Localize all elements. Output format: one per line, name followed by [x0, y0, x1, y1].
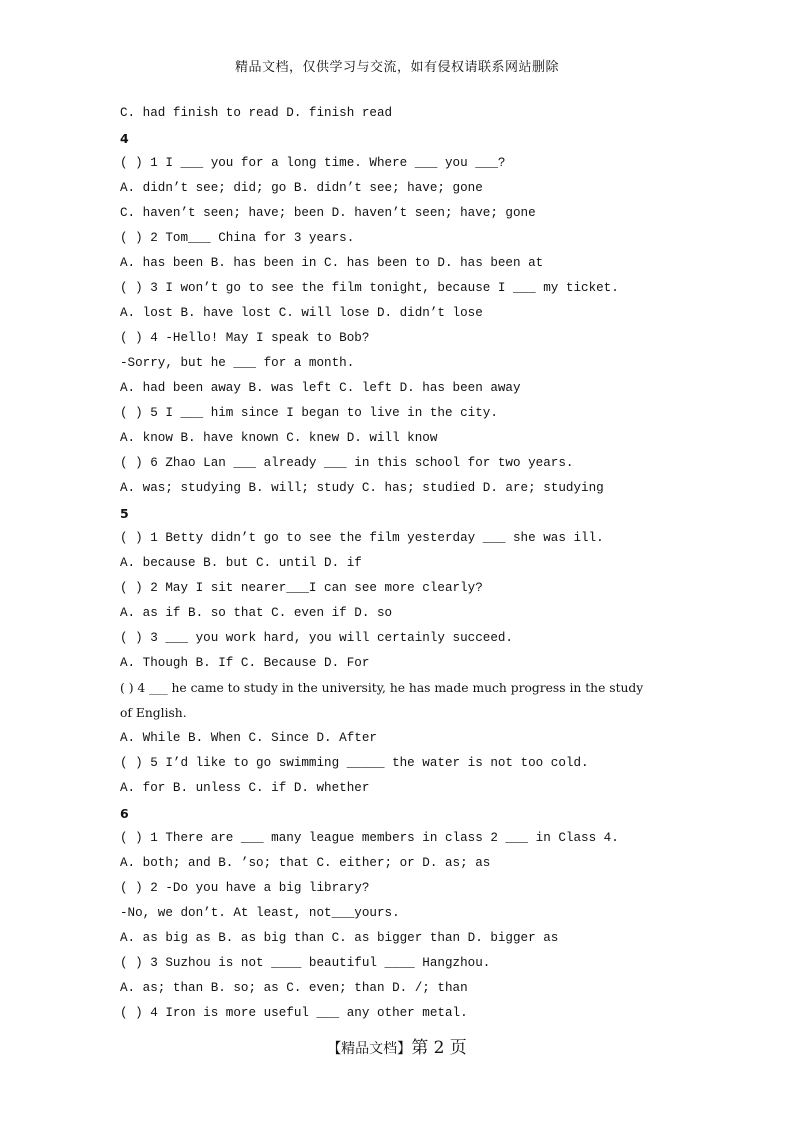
text-line: C. haven’t seen; have; been D. haven’t seen; have; gone	[120, 206, 536, 220]
section-number: 5	[120, 506, 129, 521]
text-line: ( ) 5 I’d like to go swimming _____ the water is not too cold.	[120, 756, 589, 770]
text-line: ( ) 2 -Do you have a big library?	[120, 881, 370, 895]
text-line: of English.	[120, 706, 187, 720]
text-line: A. both; and B. ’so; that C. either; or D. as; as	[120, 856, 491, 870]
text-line: -Sorry, but he ___ for a month.	[120, 356, 355, 370]
text-line: ( ) 4 -Hello! May I speak to Bob?	[120, 331, 370, 345]
text-line: ( ) 2 Tom___ China for 3 years.	[120, 231, 355, 245]
text-line: ( ) 4 ___ he came to study in the university, he has made much progress in the study	[120, 681, 644, 695]
text-line: A. as; than B. so; as C. even; than D. /; than	[120, 981, 468, 995]
text-line: -No, we don’t. At least, not___yours.	[120, 906, 400, 920]
text-line: C. had finish to read D. finish read	[120, 106, 393, 120]
text-line: ( ) 2 May I sit nearer___I can see more clearly?	[120, 581, 483, 595]
text-line: A. as big as B. as big than C. as bigger than D. bigger as	[120, 931, 559, 945]
section-number: 4	[120, 131, 129, 146]
section-number: 6	[120, 806, 129, 821]
text-line: A. because B. but C. until D. if	[120, 556, 362, 570]
text-line: ( ) 1 There are ___ many league members in class 2 ___ in Class 4.	[120, 831, 619, 845]
text-line: A. didn’t see; did; go B. didn’t see; have; gone	[120, 181, 483, 195]
text-line: A. as if B. so that C. even if D. so	[120, 606, 393, 620]
text-line: A. know B. have known C. knew D. will know	[120, 431, 438, 445]
text-line: A. had been away B. was left C. left D. has been away	[120, 381, 521, 395]
text-line: ( ) 3 Suzhou is not ____ beautiful ____ Hangzhou.	[120, 956, 491, 970]
page-header: 精品文档，仅供学习与交流，如有侵权请联系网站删除	[234, 60, 559, 75]
footer-tag: 【精品文档】	[327, 1041, 412, 1057]
page-number: 第 2 页	[411, 1038, 467, 1058]
text-line: A. for B. unless C. if D. whether	[120, 781, 370, 795]
text-line: A. was; studying B. will; study C. has; studied D. are; studying	[120, 481, 604, 495]
text-line: A. Though B. If C. Because D. For	[120, 656, 370, 670]
text-line: ( ) 1 I ___ you for a long time. Where ___ you ___?	[120, 156, 506, 170]
text-line: A. has been B. has been in C. has been to D. has been at	[120, 256, 544, 270]
document-body	[120, 101, 680, 1026]
text-line: ( ) 1 Betty didn’t go to see the film yesterday ___ she was ill.	[120, 531, 604, 545]
text-line: ( ) 3 ___ you work hard, you will certainly succeed.	[120, 631, 513, 645]
page-footer	[0, 1033, 794, 1058]
text-line: ( ) 3 I won’t go to see the film tonight, because I ___ my ticket.	[120, 281, 619, 295]
text-line: ( ) 6 Zhao Lan ___ already ___ in this school for two years.	[120, 456, 574, 470]
text-line: ( ) 4 Iron is more useful ___ any other metal.	[120, 1006, 468, 1020]
text-line: ( ) 5 I ___ him since I began to live in the city.	[120, 406, 498, 420]
text-line: A. lost B. have lost C. will lose D. didn’t lose	[120, 306, 483, 320]
text-line: A. While B. When C. Since D. After	[120, 731, 377, 745]
